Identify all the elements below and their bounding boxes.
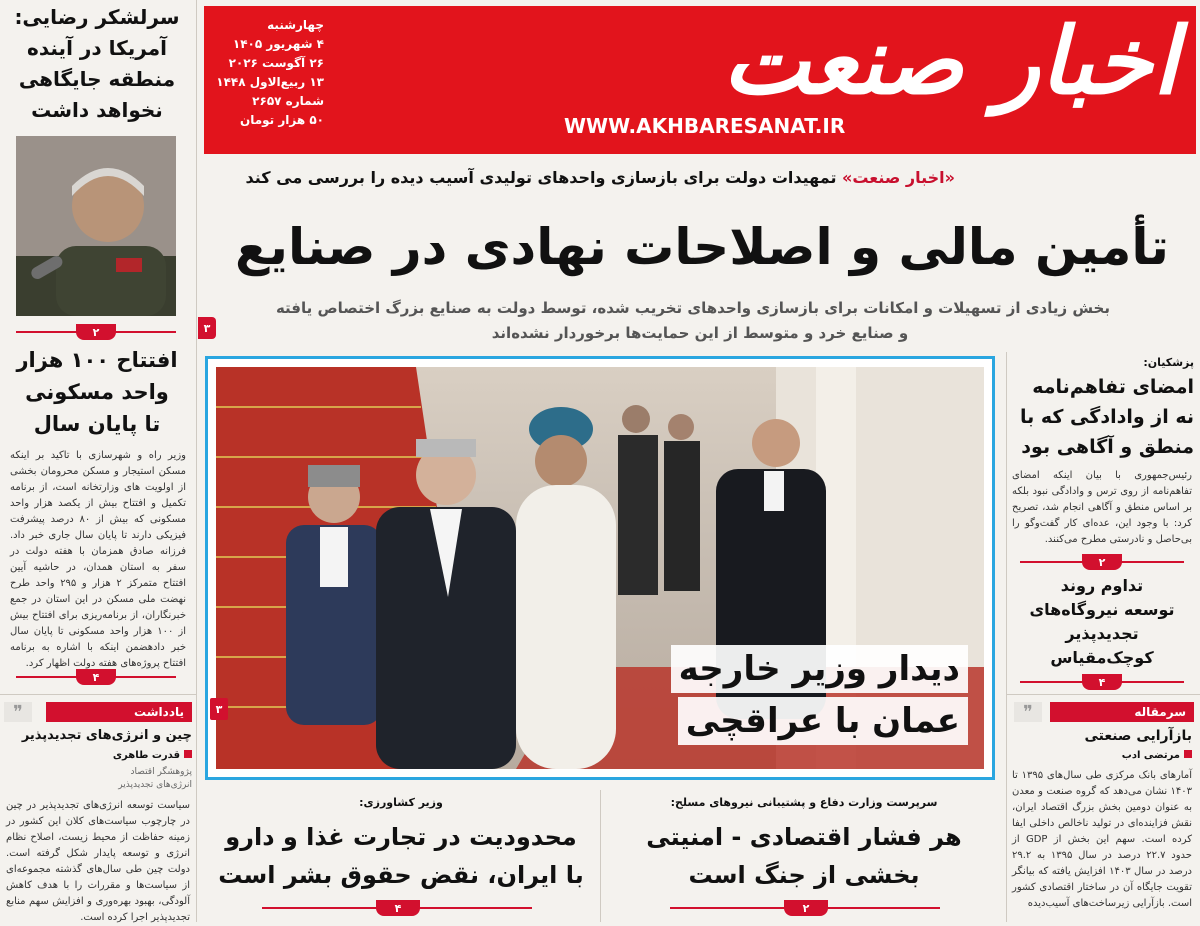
masthead-date-en: ۲۶ آگوست ۲۰۲۶ (228, 56, 324, 70)
left-column-role-line2: انرژی‌های تجدیدپذیر (118, 780, 192, 790)
left-column-rule (0, 694, 196, 695)
right-column-author (1012, 750, 1192, 761)
right-story1-kicker: پزشکیان: (1143, 356, 1194, 369)
lead-subhead (275, 296, 1110, 346)
bottom-left-line1: محدودیت در تجارت غذا و دارو (225, 823, 577, 851)
right-story1-line: منطق و آگاهی بود (1021, 436, 1194, 458)
left-story2-line: واحد مسکونی (25, 380, 169, 404)
photo-headline-line2: عمان با عراقچی (678, 697, 968, 745)
masthead (204, 6, 1196, 154)
left-story2-body: وزیر راه و شهرسازی با تاکید بر اینکه مسکن استیجار و مسکن محرومان بخشی از اولویت های وزارتخانه است، از برنامه تکمیل و افتتاح بیش از یکصد هزار واحد مسکونی که بیش از ۸۰ درصد پیشرفت فیزیکی دارند تا پایان سال جاری خبر داد. فرزانه صادق همزمان با هفته دولت در سفر به استان همدان، در حاشیه آیین افتتاح متمرکز ۲ هزار و ۲۹۵ واحد طرح نهضت ملی مسکن در این استان در جمع خبرنگاران، از برنامه‌ریزی برای افتتاح بیش از ۱۰۰ هزار واحد مسکونی تا پایان سال خبر دادهضمن اینکه با اشاره به برنامه افتتاح پروژه‌های هفته دولت اظهار کرد. (10, 450, 187, 669)
right-story1-body: رئیس‌جمهوری با بیان اینکه امضای تفاهم‌نامه از روی ترس و وادادگی نبود بلکه بر اساس منطق و آگاهی انجام شد، تصریح کرد: با وجود این، عده‌ای کار گفت‌وگو را بی‌حاصل و نادرستی مطرح می‌کنند. (1012, 470, 1192, 545)
right-story1-line: نه از وادادگی که با (1019, 406, 1194, 428)
right-story2-page-badge[interactable]: ۴ (1082, 674, 1122, 690)
left-column-author-role (4, 766, 192, 792)
photo-page-badge[interactable]: ۳ (210, 698, 228, 720)
bottom-left-page-badge[interactable]: ۴ (376, 900, 420, 916)
bottom-right-headline[interactable] (606, 818, 1002, 894)
left-column-author (4, 750, 192, 761)
left-story2-line: تا پایان سال (33, 412, 161, 436)
bottom-left-headline[interactable] (206, 818, 596, 894)
masthead-date-hijri: ۱۳ ربیع‌الاول ۱۴۴۸ (216, 75, 324, 89)
lead-subhead-line1: بخش زیادی از تسهیلات و امکانات برای بازسازی واحدهای تخریب شده، توسط دولت به صنایع بزرگ اختصاص یافته (275, 299, 1110, 317)
masthead-price: ۵۰ هزار تومان (239, 113, 324, 127)
quote-icon: ❞ (1014, 702, 1042, 722)
left-column-divider (196, 0, 197, 922)
lead-kicker-text: تمهیدات دولت برای بازسازی واحدهای تولیدی آسیب دیده را بررسی می کند (245, 168, 837, 187)
lead-page-badge[interactable]: ۳ (198, 317, 216, 339)
bottom-divider (600, 790, 601, 922)
bottom-right-kicker: سرپرست وزارت دفاع و پشتیبانی نیروهای مسلح: (670, 796, 938, 809)
right-story2-line: تداوم روند (1060, 576, 1144, 595)
bottom-right-page-badge[interactable]: ۲ (784, 900, 828, 916)
masthead-logo: اخبار صنعت (722, 8, 1178, 115)
left-column-author-name: قدرت طاهری (112, 750, 180, 761)
right-story1-line: امضای تفاهم‌نامه (1032, 376, 1194, 398)
left-column-body: سیاست توسعه انرژی‌های تجدیدپذیر در چین در چارچوب سیاست‌های کلان این کشور در زمینه حفاظت از محیط زیست، اصلاح نظام انرژی و توسعه پایدار شکل گرفته است. دولت چین طی سال‌های گذشته مجموعه‌ای از سیاست‌ها و مقررات را با هدف کاهش آلودگی، بهبود بهره‌وری و افزایش سهم منابع تجدیدپذیر اجرا کرده است. (6, 800, 190, 923)
masthead-weekday: چهارشنبه (267, 18, 324, 32)
bottom-right-line1: هر فشار اقتصادی - امنیتی (646, 823, 962, 851)
left-story1-page-badge[interactable]: ۲ (76, 324, 116, 340)
masthead-date-fa: ۴ شهریور ۱۴۰۵ (232, 37, 324, 51)
bottom-right-line2: بخشی از جنگ است (688, 861, 920, 889)
masthead-website[interactable]: WWW.AKHBARESANAT.IR (564, 114, 846, 138)
right-story1-page-badge[interactable]: ۲ (1082, 554, 1122, 570)
author-marker-icon (1184, 750, 1192, 758)
photo-frame (205, 356, 995, 780)
left-story1-line: منطقه جایگاهی (18, 67, 176, 91)
photo-headline[interactable] (628, 645, 968, 745)
right-column-title[interactable]: بازآرایی صنعتی (1084, 728, 1192, 744)
photo-headline-line1: دیدار وزیر خارجه (671, 645, 968, 693)
right-story2-line: توسعه نیروگاه‌های (1029, 600, 1175, 619)
right-column-divider (1006, 352, 1007, 922)
right-story1-headline[interactable] (1010, 372, 1194, 462)
bottom-left-line2: با ایران، نقض حقوق بشر است (218, 861, 584, 889)
masthead-dateline (214, 16, 324, 130)
right-column-author-name: مرتضی ادب (1121, 750, 1180, 761)
left-story2-headline[interactable] (2, 344, 192, 440)
lead-subhead-line2: و صنایع خرد و متوسط از این حمایت‌ها برخوردار نشده‌اند (491, 324, 909, 342)
left-story1-headline[interactable] (2, 2, 192, 126)
right-column-rule (1006, 694, 1200, 695)
masthead-issue: شماره ۲۶۵۷ (252, 94, 324, 108)
quote-icon: ❞ (4, 702, 32, 722)
left-story1-line: آمریکا در آینده (27, 36, 167, 60)
portrait-illustration (16, 136, 176, 316)
left-story2-line: افتتاح ۱۰۰ هزار (16, 348, 178, 372)
right-story2-headline[interactable] (1010, 574, 1194, 670)
right-story2-line: تجدیدپذیر (1065, 624, 1139, 643)
author-marker-icon (184, 750, 192, 758)
right-column-body: آمارهای بانک مرکزی طی سال‌های ۱۳۹۵ تا ۱۴۰۳ نشان می‌دهد که گروه صنعت و معدن به عنوان دومین بخش بزرگ اقتصاد ایران، نقش فزاینده‌ای در تولید ناخالص داخلی ایفا کرده است. سهم این بخش از GDP از حدود ۲۲.۷ درصد در سال ۱۳۹۵ به ۲۹.۲ درصد در سال ۱۴۰۳ افزایش یافته که بیانگر تقویت جایگاه آن در ساختار اقتصادی کشور است. بازآرایی زیرساخت‌های آسیب‌دیده (1012, 770, 1192, 909)
left-story2-page-badge[interactable]: ۴ (76, 669, 116, 685)
left-story1-photo[interactable] (16, 136, 176, 316)
left-column-tag: یادداشت (46, 702, 192, 722)
left-column-role-line1: پژوهشگر اقتصاد (130, 767, 192, 777)
lead-kicker[interactable] (245, 168, 955, 187)
left-story1-kicker: سرلشکر رضایی: (14, 5, 180, 29)
bottom-left-kicker: وزیر کشاورزی: (359, 796, 443, 809)
right-story2-line: کوچک‌مقیاس (1050, 648, 1154, 667)
right-column-tag: سرمقاله (1050, 702, 1194, 722)
lead-kicker-source: «اخبار صنعت» (842, 168, 955, 187)
left-column-title[interactable]: چین و انرژی‌های تجدیدپذیر (21, 728, 192, 743)
left-story1-line: نخواهد داشت (31, 98, 163, 122)
lead-headline[interactable]: تأمین مالی و اصلاحات نهادی در صنایع (235, 218, 1169, 276)
